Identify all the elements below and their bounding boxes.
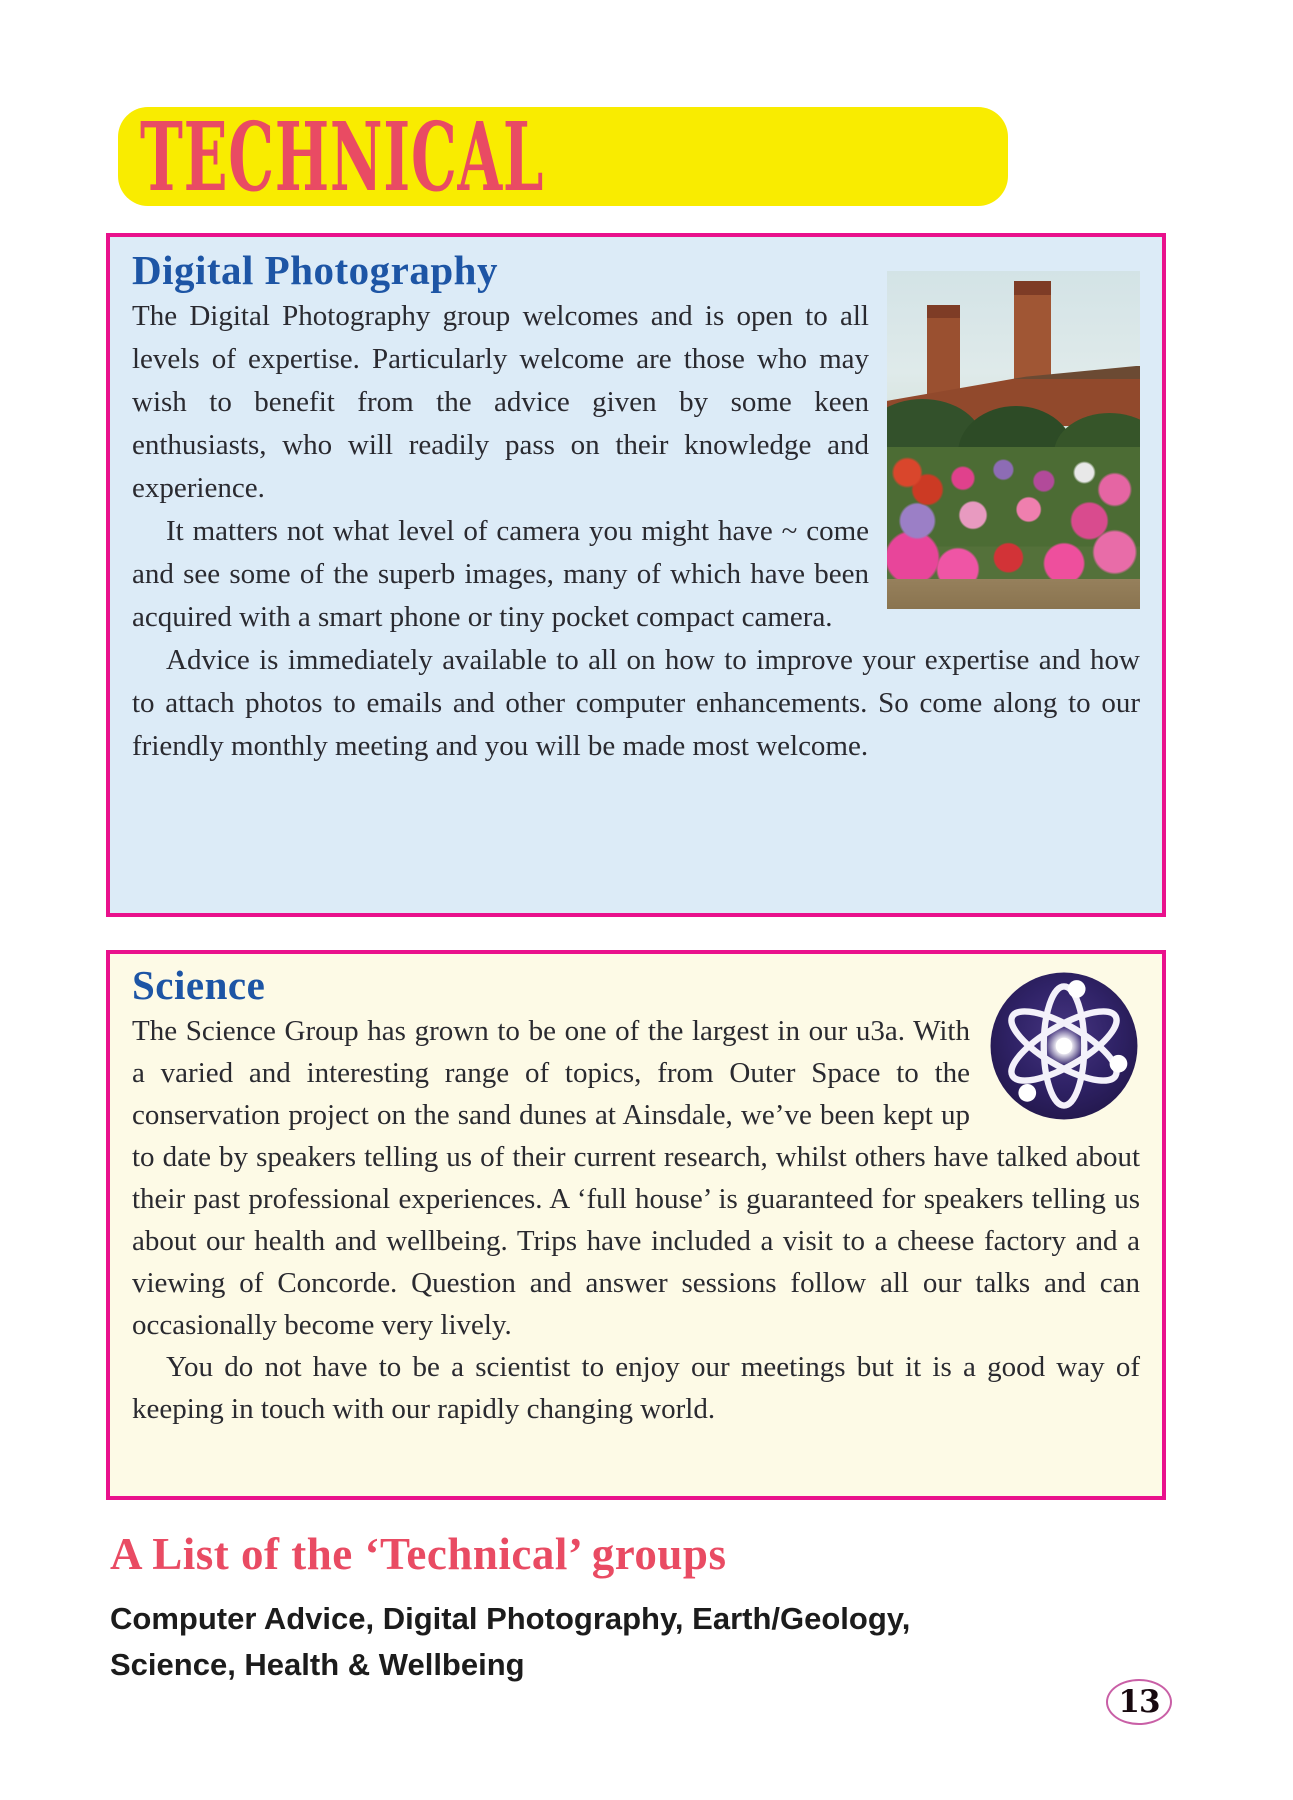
photo-flower-bed xyxy=(887,447,1140,589)
photo-soil-path xyxy=(887,579,1140,609)
page-number: 13 xyxy=(1118,1684,1160,1720)
technical-groups-list: Computer Advice, Digital Photography, Earth/Geology, Science, Health & Wellbeing xyxy=(110,1601,911,1682)
technical-banner xyxy=(118,101,1008,212)
banner-title: TECHNICAL xyxy=(140,101,545,212)
photo-chimney xyxy=(927,305,960,400)
digital-photography-paragraph: Advice is immediately available to all on how to improve your expertise and how to attach photos to emails and other computer enhancements. So come along to our friendly monthly meeting and you will be made most welcome. xyxy=(132,644,1140,762)
science-card xyxy=(106,950,1166,1500)
page-number-badge xyxy=(1106,1679,1172,1725)
digital-photography-card xyxy=(106,233,1166,917)
digital-photography-paragraph: The Digital Photography group welcomes and is open to all levels of expertise. Particularly welcome are those who may wish to benefit from the advice given by some keen enthusiasts, who will readily pass on their knowledge and experience. xyxy=(132,300,869,504)
digital-photography-paragraph: It matters not what level of camera you might have ~ come and see some of the superb images, many of which have been acquired with a smart phone or tiny pocket compact camera. xyxy=(132,515,869,633)
garden-photo xyxy=(887,271,1140,609)
digital-photography-heading: Digital Photography xyxy=(132,247,498,293)
science-heading: Science xyxy=(132,962,266,1008)
science-paragraph: The Science Group has grown to be one of the largest in our u3a. With a varied and interesting range of topics, from Outer Space to the conservation project on the sand dunes at Ainsdale, we’ve been kept up to date by speakers telling us of their current research, whilst others have talked about their past professional experiences. A ‘full house’ is guaranteed for speakers telling us about our health and wellbeing. Trips have included a visit to a cheese factory and a viewing of Concorde. Question and answer sessions follow all our talks and can occasionally become very lively. xyxy=(132,1015,1140,1341)
technical-groups-heading: A List of the ‘Technical’ groups xyxy=(110,1529,727,1579)
atom-icon xyxy=(988,970,1140,1122)
science-paragraph: You do not have to be a scientist to enjoy our meetings but it is a good way of keeping in touch with our rapidly changing world. xyxy=(132,1351,1140,1425)
